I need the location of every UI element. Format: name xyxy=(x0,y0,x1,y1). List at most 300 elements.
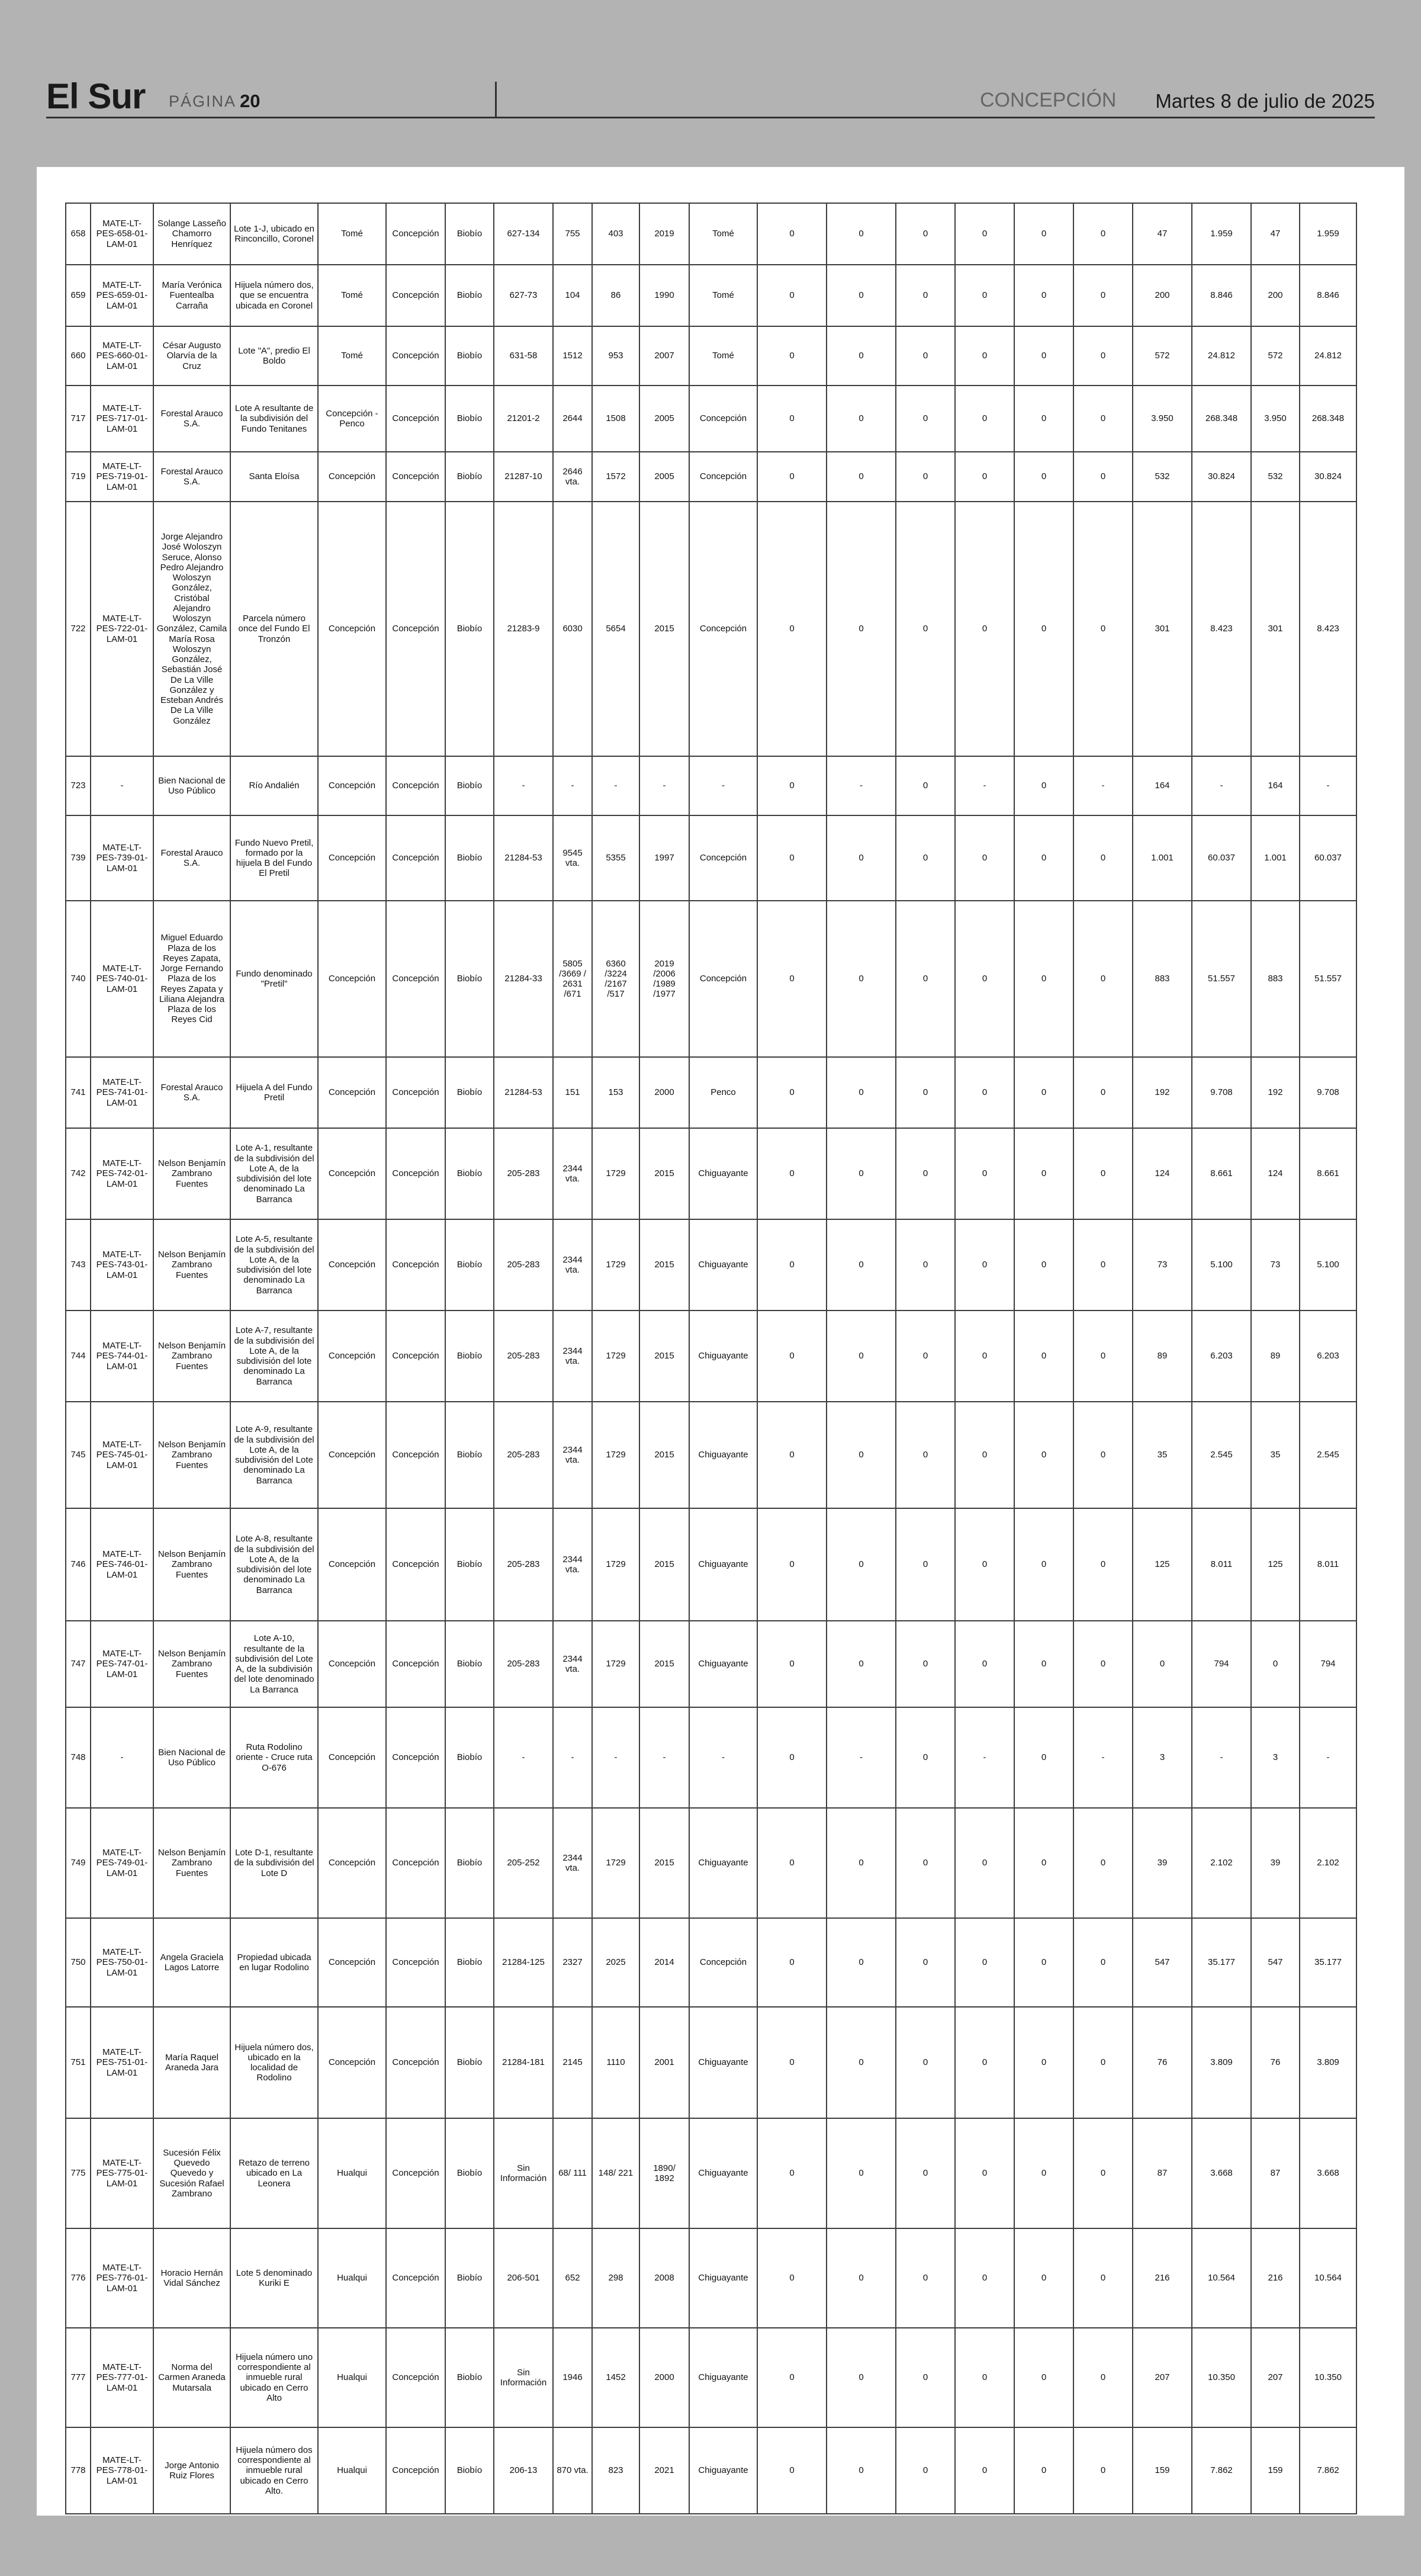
table-cell-amount-total: 8.011 xyxy=(1300,1508,1356,1621)
table-cell-parcel-number: 740 xyxy=(66,901,91,1057)
table-cell-record-number: 1729 xyxy=(592,1808,639,1918)
table-cell-conservator: Chiguayante xyxy=(689,2427,757,2514)
table-cell-col-16: 0 xyxy=(955,1219,1014,1311)
table-cell-col-15: 0 xyxy=(896,2007,955,2118)
table-cell-col-14: 0 xyxy=(827,452,896,502)
table-cell-commune: Concepción xyxy=(318,1808,386,1918)
table-cell-owner-name: Bien Nacional de Uso Público xyxy=(153,1707,230,1808)
table-cell-commune: Tomé xyxy=(318,203,386,265)
table-cell-property-description: Ruta Rodolino oriente - Cruce ruta O-676 xyxy=(230,1707,318,1808)
table-cell-role-number: 627-73 xyxy=(494,265,553,326)
table-cell-parcel-number: 775 xyxy=(66,2118,91,2228)
table-cell-owner-name: Jorge Alejandro José Woloszyn Seruce, Alonso Pedro Alejandro Woloszyn González, Cristóbal Alejandro Woloszyn González, Camila María Rosa Woloszyn González, Sebastián José De La Ville González y Esteban Andrés De La Ville González xyxy=(153,502,230,756)
table-cell-surface-m2: 547 xyxy=(1133,1918,1192,2007)
table-cell-parcel-number: 719 xyxy=(66,452,91,502)
table-cell-region: Biobío xyxy=(445,502,494,756)
table-cell-parcel-code: - xyxy=(91,1707,153,1808)
table-cell-conservator: Concepción xyxy=(689,452,757,502)
table-cell-region: Biobío xyxy=(445,1219,494,1311)
table-cell-region: Biobío xyxy=(445,2427,494,2514)
table-cell-parcel-code: MATE-LT-PES-660-01-LAM-01 xyxy=(91,326,153,386)
table-cell-owner-name: Forestal Arauco S.A. xyxy=(153,452,230,502)
table-cell-conservator: Chiguayante xyxy=(689,1621,757,1707)
table-cell-surface-m2: 216 xyxy=(1133,2228,1192,2328)
table-row xyxy=(66,1918,1356,2007)
table-cell-surface-total: 35 xyxy=(1251,1402,1300,1508)
table-cell-owner-name: Nelson Benjamín Zambrano Fuentes xyxy=(153,1621,230,1707)
table-cell-record-year: 2015 xyxy=(639,1621,689,1707)
table-cell-amount-uf: 268.348 xyxy=(1192,386,1251,452)
table-row xyxy=(66,1402,1356,1508)
table-cell-owner-name: Solange Lasseño Chamorro Henríquez xyxy=(153,203,230,265)
table-cell-col-18: 0 xyxy=(1073,386,1133,452)
table-cell-col-16: 0 xyxy=(955,1621,1014,1707)
table-cell-col-17: 0 xyxy=(1014,326,1073,386)
table-cell-col-18: 0 xyxy=(1073,1808,1133,1918)
table-cell-col-13: 0 xyxy=(757,1402,827,1508)
table-cell-amount-total: 24.812 xyxy=(1300,326,1356,386)
table-cell-fojas: 755 xyxy=(553,203,592,265)
table-cell-amount-total: 8.846 xyxy=(1300,265,1356,326)
table-cell-record-number: 1729 xyxy=(592,1621,639,1707)
table-cell-region: Biobío xyxy=(445,1057,494,1128)
table-row xyxy=(66,815,1356,901)
table-cell-col-15: 0 xyxy=(896,2118,955,2228)
table-row xyxy=(66,1057,1356,1128)
table-cell-col-13: 0 xyxy=(757,386,827,452)
table-cell-col-17: 0 xyxy=(1014,1057,1073,1128)
table-cell-surface-total: 164 xyxy=(1251,756,1300,815)
table-cell-owner-name: César Augusto Olarvía de la Cruz xyxy=(153,326,230,386)
table-cell-owner-name: Nelson Benjamín Zambrano Fuentes xyxy=(153,1808,230,1918)
header-divider xyxy=(495,82,497,118)
table-cell-parcel-number: 777 xyxy=(66,2328,91,2427)
table-cell-parcel-code: MATE-LT-PES-776-01-LAM-01 xyxy=(91,2228,153,2328)
table-cell-col-13: 0 xyxy=(757,901,827,1057)
table-cell-parcel-code: MATE-LT-PES-717-01-LAM-01 xyxy=(91,386,153,452)
table-cell-surface-m2: 125 xyxy=(1133,1508,1192,1621)
table-cell-role-number: 21284-33 xyxy=(494,901,553,1057)
table-cell-owner-name: Forestal Arauco S.A. xyxy=(153,386,230,452)
table-cell-col-16: 0 xyxy=(955,2228,1014,2328)
table-cell-col-14: 0 xyxy=(827,2007,896,2118)
table-cell-col-18: 0 xyxy=(1073,1219,1133,1311)
table-cell-parcel-number: 745 xyxy=(66,1402,91,1508)
table-cell-commune: Concepción xyxy=(318,1311,386,1402)
table-cell-parcel-number: 778 xyxy=(66,2427,91,2514)
newspaper-logo: El Sur xyxy=(46,76,146,116)
table-cell-property-description: Lote A-1, resultante de la subdivisión del Lote A, de la subdivisión del lote denominado La Barranca xyxy=(230,1128,318,1219)
table-cell-amount-total: 268.348 xyxy=(1300,386,1356,452)
table-cell-col-18: 0 xyxy=(1073,901,1133,1057)
table-cell-surface-total: 47 xyxy=(1251,203,1300,265)
table-cell-surface-total: 216 xyxy=(1251,2228,1300,2328)
table-cell-surface-total: 73 xyxy=(1251,1219,1300,1311)
table-cell-amount-uf: 1.959 xyxy=(1192,203,1251,265)
table-cell-record-number: 1729 xyxy=(592,1128,639,1219)
table-cell-fojas: - xyxy=(553,1707,592,1808)
table-cell-role-number: 631-58 xyxy=(494,326,553,386)
table-cell-col-17: 0 xyxy=(1014,2228,1073,2328)
table-cell-property-description: Lote A-10, resultante de la subdivisión del Lote A, de la subdivisión del lote denominado La Barranca xyxy=(230,1621,318,1707)
table-cell-col-14: - xyxy=(827,756,896,815)
table-cell-province: Concepción xyxy=(386,386,445,452)
table-cell-col-18: 0 xyxy=(1073,203,1133,265)
table-row xyxy=(66,756,1356,815)
table-cell-property-description: Lote A-8, resultante de la subdivisión del Lote A, de la subdivisión del lote denominado La Barranca xyxy=(230,1508,318,1621)
table-cell-col-15: 0 xyxy=(896,2427,955,2514)
table-cell-surface-m2: 164 xyxy=(1133,756,1192,815)
table-cell-col-17: 0 xyxy=(1014,1707,1073,1808)
table-cell-col-15: 0 xyxy=(896,901,955,1057)
table-cell-record-number: 953 xyxy=(592,326,639,386)
table-cell-col-16: - xyxy=(955,1707,1014,1808)
table-cell-fojas: 2644 xyxy=(553,386,592,452)
header-rule xyxy=(46,117,1375,118)
table-cell-surface-m2: 73 xyxy=(1133,1219,1192,1311)
table-cell-commune: Tomé xyxy=(318,326,386,386)
table-cell-property-description: Lote "A", predio El Boldo xyxy=(230,326,318,386)
table-cell-surface-total: 0 xyxy=(1251,1621,1300,1707)
table-cell-parcel-code: MATE-LT-PES-777-01-LAM-01 xyxy=(91,2328,153,2427)
table-cell-commune: Concepción xyxy=(318,502,386,756)
table-cell-conservator: Chiguayante xyxy=(689,2228,757,2328)
table-cell-record-number: 5654 xyxy=(592,502,639,756)
table-cell-col-16: 0 xyxy=(955,2007,1014,2118)
table-cell-col-13: 0 xyxy=(757,815,827,901)
table-cell-amount-uf: 794 xyxy=(1192,1621,1251,1707)
table-cell-owner-name: Nelson Benjamín Zambrano Fuentes xyxy=(153,1128,230,1219)
table-cell-parcel-number: 746 xyxy=(66,1508,91,1621)
table-cell-record-year: 2019 xyxy=(639,203,689,265)
table-cell-surface-total: 532 xyxy=(1251,452,1300,502)
table-cell-record-number: 153 xyxy=(592,1057,639,1128)
table-cell-col-18: 0 xyxy=(1073,2328,1133,2427)
table-cell-role-number: 205-283 xyxy=(494,1508,553,1621)
table-cell-amount-uf: 2.545 xyxy=(1192,1402,1251,1508)
table-cell-property-description: Lote 5 denominado Kuriki E xyxy=(230,2228,318,2328)
table-cell-commune: Hualqui xyxy=(318,2328,386,2427)
table-cell-parcel-code: MATE-LT-PES-744-01-LAM-01 xyxy=(91,1311,153,1402)
table-cell-property-description: Hijuela A del Fundo Pretil xyxy=(230,1057,318,1128)
table-row xyxy=(66,452,1356,502)
table-cell-owner-name: Nelson Benjamín Zambrano Fuentes xyxy=(153,1219,230,1311)
table-row xyxy=(66,386,1356,452)
table-cell-fojas: 2344 vta. xyxy=(553,1311,592,1402)
table-row xyxy=(66,2118,1356,2228)
table-cell-col-14: 0 xyxy=(827,386,896,452)
table-cell-amount-total: 7.862 xyxy=(1300,2427,1356,2514)
table-cell-surface-m2: 0 xyxy=(1133,1621,1192,1707)
table-cell-conservator: - xyxy=(689,1707,757,1808)
table-cell-col-14: 0 xyxy=(827,2228,896,2328)
table-cell-amount-uf: 7.862 xyxy=(1192,2427,1251,2514)
table-cell-record-year: 2005 xyxy=(639,386,689,452)
table-cell-parcel-number: 660 xyxy=(66,326,91,386)
table-cell-amount-uf: 6.203 xyxy=(1192,1311,1251,1402)
table-cell-province: Concepción xyxy=(386,2228,445,2328)
table-cell-record-year: 2015 xyxy=(639,1311,689,1402)
table-row xyxy=(66,502,1356,756)
table-cell-amount-uf: 30.824 xyxy=(1192,452,1251,502)
table-cell-col-16: 0 xyxy=(955,1311,1014,1402)
table-cell-parcel-number: 743 xyxy=(66,1219,91,1311)
table-cell-col-13: 0 xyxy=(757,2328,827,2427)
table-cell-surface-total: 159 xyxy=(1251,2427,1300,2514)
table-cell-fojas: 2344 vta. xyxy=(553,1621,592,1707)
table-cell-role-number: 21284-53 xyxy=(494,815,553,901)
table-cell-col-13: 0 xyxy=(757,1128,827,1219)
table-cell-surface-total: 76 xyxy=(1251,2007,1300,2118)
table-cell-record-year: 2000 xyxy=(639,2328,689,2427)
table-cell-fojas: - xyxy=(553,756,592,815)
table-cell-surface-m2: 200 xyxy=(1133,265,1192,326)
table-cell-conservator: Chiguayante xyxy=(689,2328,757,2427)
table-cell-col-13: 0 xyxy=(757,1918,827,2007)
table-row xyxy=(66,1128,1356,1219)
table-cell-province: Concepción xyxy=(386,2328,445,2427)
table-cell-col-16: 0 xyxy=(955,502,1014,756)
table-cell-region: Biobío xyxy=(445,2007,494,2118)
table-cell-commune: Concepción - Penco xyxy=(318,386,386,452)
table-cell-col-15: 0 xyxy=(896,2228,955,2328)
table-cell-property-description: Hijuela número dos, ubicado en la localidad de Rodolino xyxy=(230,2007,318,2118)
table-cell-amount-uf: 8.011 xyxy=(1192,1508,1251,1621)
table-cell-role-number: - xyxy=(494,1707,553,1808)
table-cell-fojas: 104 xyxy=(553,265,592,326)
table-cell-amount-uf: 8.423 xyxy=(1192,502,1251,756)
table-cell-property-description: Lote A-5, resultante de la subdivisión del Lote A, de la subdivisión del lote denominado La Barranca xyxy=(230,1219,318,1311)
page-label: PÁGINA xyxy=(169,92,237,110)
table-cell-parcel-number: 744 xyxy=(66,1311,91,1402)
table-cell-col-14: 0 xyxy=(827,502,896,756)
table-cell-province: Concepción xyxy=(386,756,445,815)
table-cell-commune: Concepción xyxy=(318,901,386,1057)
table-cell-region: Biobío xyxy=(445,901,494,1057)
table-cell-surface-m2: 87 xyxy=(1133,2118,1192,2228)
table-cell-parcel-code: MATE-LT-PES-743-01-LAM-01 xyxy=(91,1219,153,1311)
table-cell-commune: Concepción xyxy=(318,1057,386,1128)
table-cell-col-18: 0 xyxy=(1073,2007,1133,2118)
table-cell-record-number: 403 xyxy=(592,203,639,265)
table-cell-surface-total: 125 xyxy=(1251,1508,1300,1621)
table-cell-surface-m2: 35 xyxy=(1133,1402,1192,1508)
table-cell-conservator: Chiguayante xyxy=(689,1402,757,1508)
table-cell-surface-total: 39 xyxy=(1251,1808,1300,1918)
table-cell-surface-total: 124 xyxy=(1251,1128,1300,1219)
table-cell-col-18: 0 xyxy=(1073,1918,1133,2007)
table-cell-property-description: Fundo denominado "Pretil" xyxy=(230,901,318,1057)
table-cell-parcel-code: MATE-LT-PES-750-01-LAM-01 xyxy=(91,1918,153,2007)
table-cell-surface-total: 207 xyxy=(1251,2328,1300,2427)
table-cell-col-16: 0 xyxy=(955,1508,1014,1621)
table-cell-province: Concepción xyxy=(386,265,445,326)
table-cell-record-number: 1452 xyxy=(592,2328,639,2427)
table-cell-amount-uf: 8.661 xyxy=(1192,1128,1251,1219)
table-cell-surface-m2: 39 xyxy=(1133,1808,1192,1918)
table-cell-province: Concepción xyxy=(386,901,445,1057)
table-cell-province: Concepción xyxy=(386,502,445,756)
table-cell-col-16: 0 xyxy=(955,386,1014,452)
table-cell-col-14: 0 xyxy=(827,815,896,901)
table-cell-amount-uf: - xyxy=(1192,756,1251,815)
table-cell-col-15: 0 xyxy=(896,1808,955,1918)
table-cell-parcel-code: MATE-LT-PES-740-01-LAM-01 xyxy=(91,901,153,1057)
table-cell-col-13: 0 xyxy=(757,265,827,326)
table-cell-role-number: 21284-53 xyxy=(494,1057,553,1128)
table-cell-province: Concepción xyxy=(386,326,445,386)
table-cell-commune: Tomé xyxy=(318,265,386,326)
table-cell-conservator: Concepción xyxy=(689,386,757,452)
table-cell-fojas: 68/ 111 xyxy=(553,2118,592,2228)
table-cell-province: Concepción xyxy=(386,1808,445,1918)
table-cell-role-number: Sin Información xyxy=(494,2328,553,2427)
table-cell-owner-name: Sucesión Félix Quevedo Quevedo y Sucesión Rafael Zambrano xyxy=(153,2118,230,2228)
table-cell-commune: Concepción xyxy=(318,1128,386,1219)
table-row xyxy=(66,2328,1356,2427)
table-cell-record-year: - xyxy=(639,1707,689,1808)
table-cell-col-15: 0 xyxy=(896,502,955,756)
table-cell-col-16: 0 xyxy=(955,1808,1014,1918)
table-cell-col-17: 0 xyxy=(1014,2007,1073,2118)
table-cell-fojas: 652 xyxy=(553,2228,592,2328)
table-cell-fojas: 5805 /3669 / 2631 /671 xyxy=(553,901,592,1057)
table-cell-col-15: 0 xyxy=(896,815,955,901)
table-cell-owner-name: María Raquel Araneda Jara xyxy=(153,2007,230,2118)
table-body xyxy=(66,203,1356,2514)
table-cell-col-13: 0 xyxy=(757,2427,827,2514)
table-cell-commune: Hualqui xyxy=(318,2427,386,2514)
table-cell-fojas: 151 xyxy=(553,1057,592,1128)
table-cell-col-13: 0 xyxy=(757,2118,827,2228)
table-row xyxy=(66,203,1356,265)
table-cell-col-15: 0 xyxy=(896,1508,955,1621)
table-cell-record-number: - xyxy=(592,1707,639,1808)
table-cell-amount-total: 35.177 xyxy=(1300,1918,1356,2007)
table-cell-province: Concepción xyxy=(386,452,445,502)
table-cell-col-17: 0 xyxy=(1014,1128,1073,1219)
table-cell-parcel-number: 722 xyxy=(66,502,91,756)
table-cell-role-number: 205-283 xyxy=(494,1219,553,1311)
table-cell-col-15: 0 xyxy=(896,265,955,326)
table-cell-owner-name: Nelson Benjamín Zambrano Fuentes xyxy=(153,1402,230,1508)
table-cell-col-15: 0 xyxy=(896,1219,955,1311)
table-cell-surface-m2: 124 xyxy=(1133,1128,1192,1219)
table-cell-surface-m2: 301 xyxy=(1133,502,1192,756)
table-cell-col-16: 0 xyxy=(955,2328,1014,2427)
table-cell-amount-uf: 5.100 xyxy=(1192,1219,1251,1311)
table-cell-surface-total: 192 xyxy=(1251,1057,1300,1128)
table-cell-amount-total: 2.545 xyxy=(1300,1402,1356,1508)
table-cell-property-description: Lote A-7, resultante de la subdivisión del Lote A, de la subdivisión del lote denominado La Barranca xyxy=(230,1311,318,1402)
table-cell-col-14: 0 xyxy=(827,1057,896,1128)
table-cell-col-16: 0 xyxy=(955,2118,1014,2228)
table-cell-region: Biobío xyxy=(445,815,494,901)
table-cell-owner-name: Forestal Arauco S.A. xyxy=(153,815,230,901)
table-cell-col-14: 0 xyxy=(827,203,896,265)
table-cell-property-description: Hijuela número dos, que se encuentra ubicada en Coronel xyxy=(230,265,318,326)
table-row xyxy=(66,1508,1356,1621)
table-cell-col-15: 0 xyxy=(896,1621,955,1707)
table-cell-owner-name: Bien Nacional de Uso Público xyxy=(153,756,230,815)
table-cell-role-number: Sin Información xyxy=(494,2118,553,2228)
table-cell-amount-uf: 24.812 xyxy=(1192,326,1251,386)
table-cell-col-15: 0 xyxy=(896,2328,955,2427)
issue-date: Martes 8 de julio de 2025 xyxy=(1155,90,1375,112)
table-cell-region: Biobío xyxy=(445,1918,494,2007)
table-cell-col-18: 0 xyxy=(1073,326,1133,386)
table-cell-commune: Concepción xyxy=(318,2007,386,2118)
table-cell-record-year: 2001 xyxy=(639,2007,689,2118)
table-cell-conservator: Tomé xyxy=(689,203,757,265)
table-cell-col-17: 0 xyxy=(1014,452,1073,502)
table-cell-record-number: 1572 xyxy=(592,452,639,502)
table-cell-col-14: 0 xyxy=(827,1402,896,1508)
table-cell-amount-uf: 9.708 xyxy=(1192,1057,1251,1128)
table-cell-amount-uf: 8.846 xyxy=(1192,265,1251,326)
table-cell-col-18: 0 xyxy=(1073,1402,1133,1508)
table-cell-amount-uf: 60.037 xyxy=(1192,815,1251,901)
table-cell-record-year: 2015 xyxy=(639,502,689,756)
table-cell-surface-m2: 192 xyxy=(1133,1057,1192,1128)
table-cell-role-number: 205-252 xyxy=(494,1808,553,1918)
table-cell-role-number: 21201-2 xyxy=(494,386,553,452)
table-cell-record-year: 2015 xyxy=(639,1808,689,1918)
table-cell-col-13: 0 xyxy=(757,1311,827,1402)
table-cell-amount-uf: 3.809 xyxy=(1192,2007,1251,2118)
table-cell-province: Concepción xyxy=(386,1402,445,1508)
table-cell-amount-uf: 2.102 xyxy=(1192,1808,1251,1918)
table-cell-record-year: 2021 xyxy=(639,2427,689,2514)
table-cell-parcel-number: 741 xyxy=(66,1057,91,1128)
table-cell-amount-total: 30.824 xyxy=(1300,452,1356,502)
table-cell-fojas: 2344 vta. xyxy=(553,1219,592,1311)
table-cell-fojas: 2327 xyxy=(553,1918,592,2007)
table-cell-surface-total: 89 xyxy=(1251,1311,1300,1402)
table-cell-col-17: 0 xyxy=(1014,756,1073,815)
table-cell-conservator: Chiguayante xyxy=(689,1128,757,1219)
table-cell-region: Biobío xyxy=(445,265,494,326)
table-cell-record-year: 2015 xyxy=(639,1508,689,1621)
table-cell-surface-m2: 76 xyxy=(1133,2007,1192,2118)
table-cell-region: Biobío xyxy=(445,386,494,452)
table-cell-fojas: 870 vta. xyxy=(553,2427,592,2514)
table-cell-surface-m2: 3 xyxy=(1133,1707,1192,1808)
table-cell-col-13: 0 xyxy=(757,1808,827,1918)
table-cell-region: Biobío xyxy=(445,1402,494,1508)
table-cell-col-13: 0 xyxy=(757,756,827,815)
table-cell-amount-uf: 10.564 xyxy=(1192,2228,1251,2328)
table-cell-amount-total: 60.037 xyxy=(1300,815,1356,901)
table-cell-parcel-number: 717 xyxy=(66,386,91,452)
table-cell-col-13: 0 xyxy=(757,1621,827,1707)
table-cell-col-14: 0 xyxy=(827,265,896,326)
table-cell-record-year: 2015 xyxy=(639,1219,689,1311)
table-cell-commune: Hualqui xyxy=(318,2228,386,2328)
table-cell-parcel-code: MATE-LT-PES-747-01-LAM-01 xyxy=(91,1621,153,1707)
table-cell-col-17: 0 xyxy=(1014,203,1073,265)
table-cell-amount-total: 2.102 xyxy=(1300,1808,1356,1918)
table-cell-fojas: 2646 vta. xyxy=(553,452,592,502)
table-cell-record-year: 1890/ 1892 xyxy=(639,2118,689,2228)
table-cell-col-14: - xyxy=(827,1707,896,1808)
table-cell-col-18: 0 xyxy=(1073,1057,1133,1128)
table-cell-role-number: 627-134 xyxy=(494,203,553,265)
table-cell-col-15: 0 xyxy=(896,1918,955,2007)
table-cell-amount-total: 794 xyxy=(1300,1621,1356,1707)
table-cell-parcel-code: MATE-LT-PES-742-01-LAM-01 xyxy=(91,1128,153,1219)
table-cell-property-description: Santa Eloísa xyxy=(230,452,318,502)
